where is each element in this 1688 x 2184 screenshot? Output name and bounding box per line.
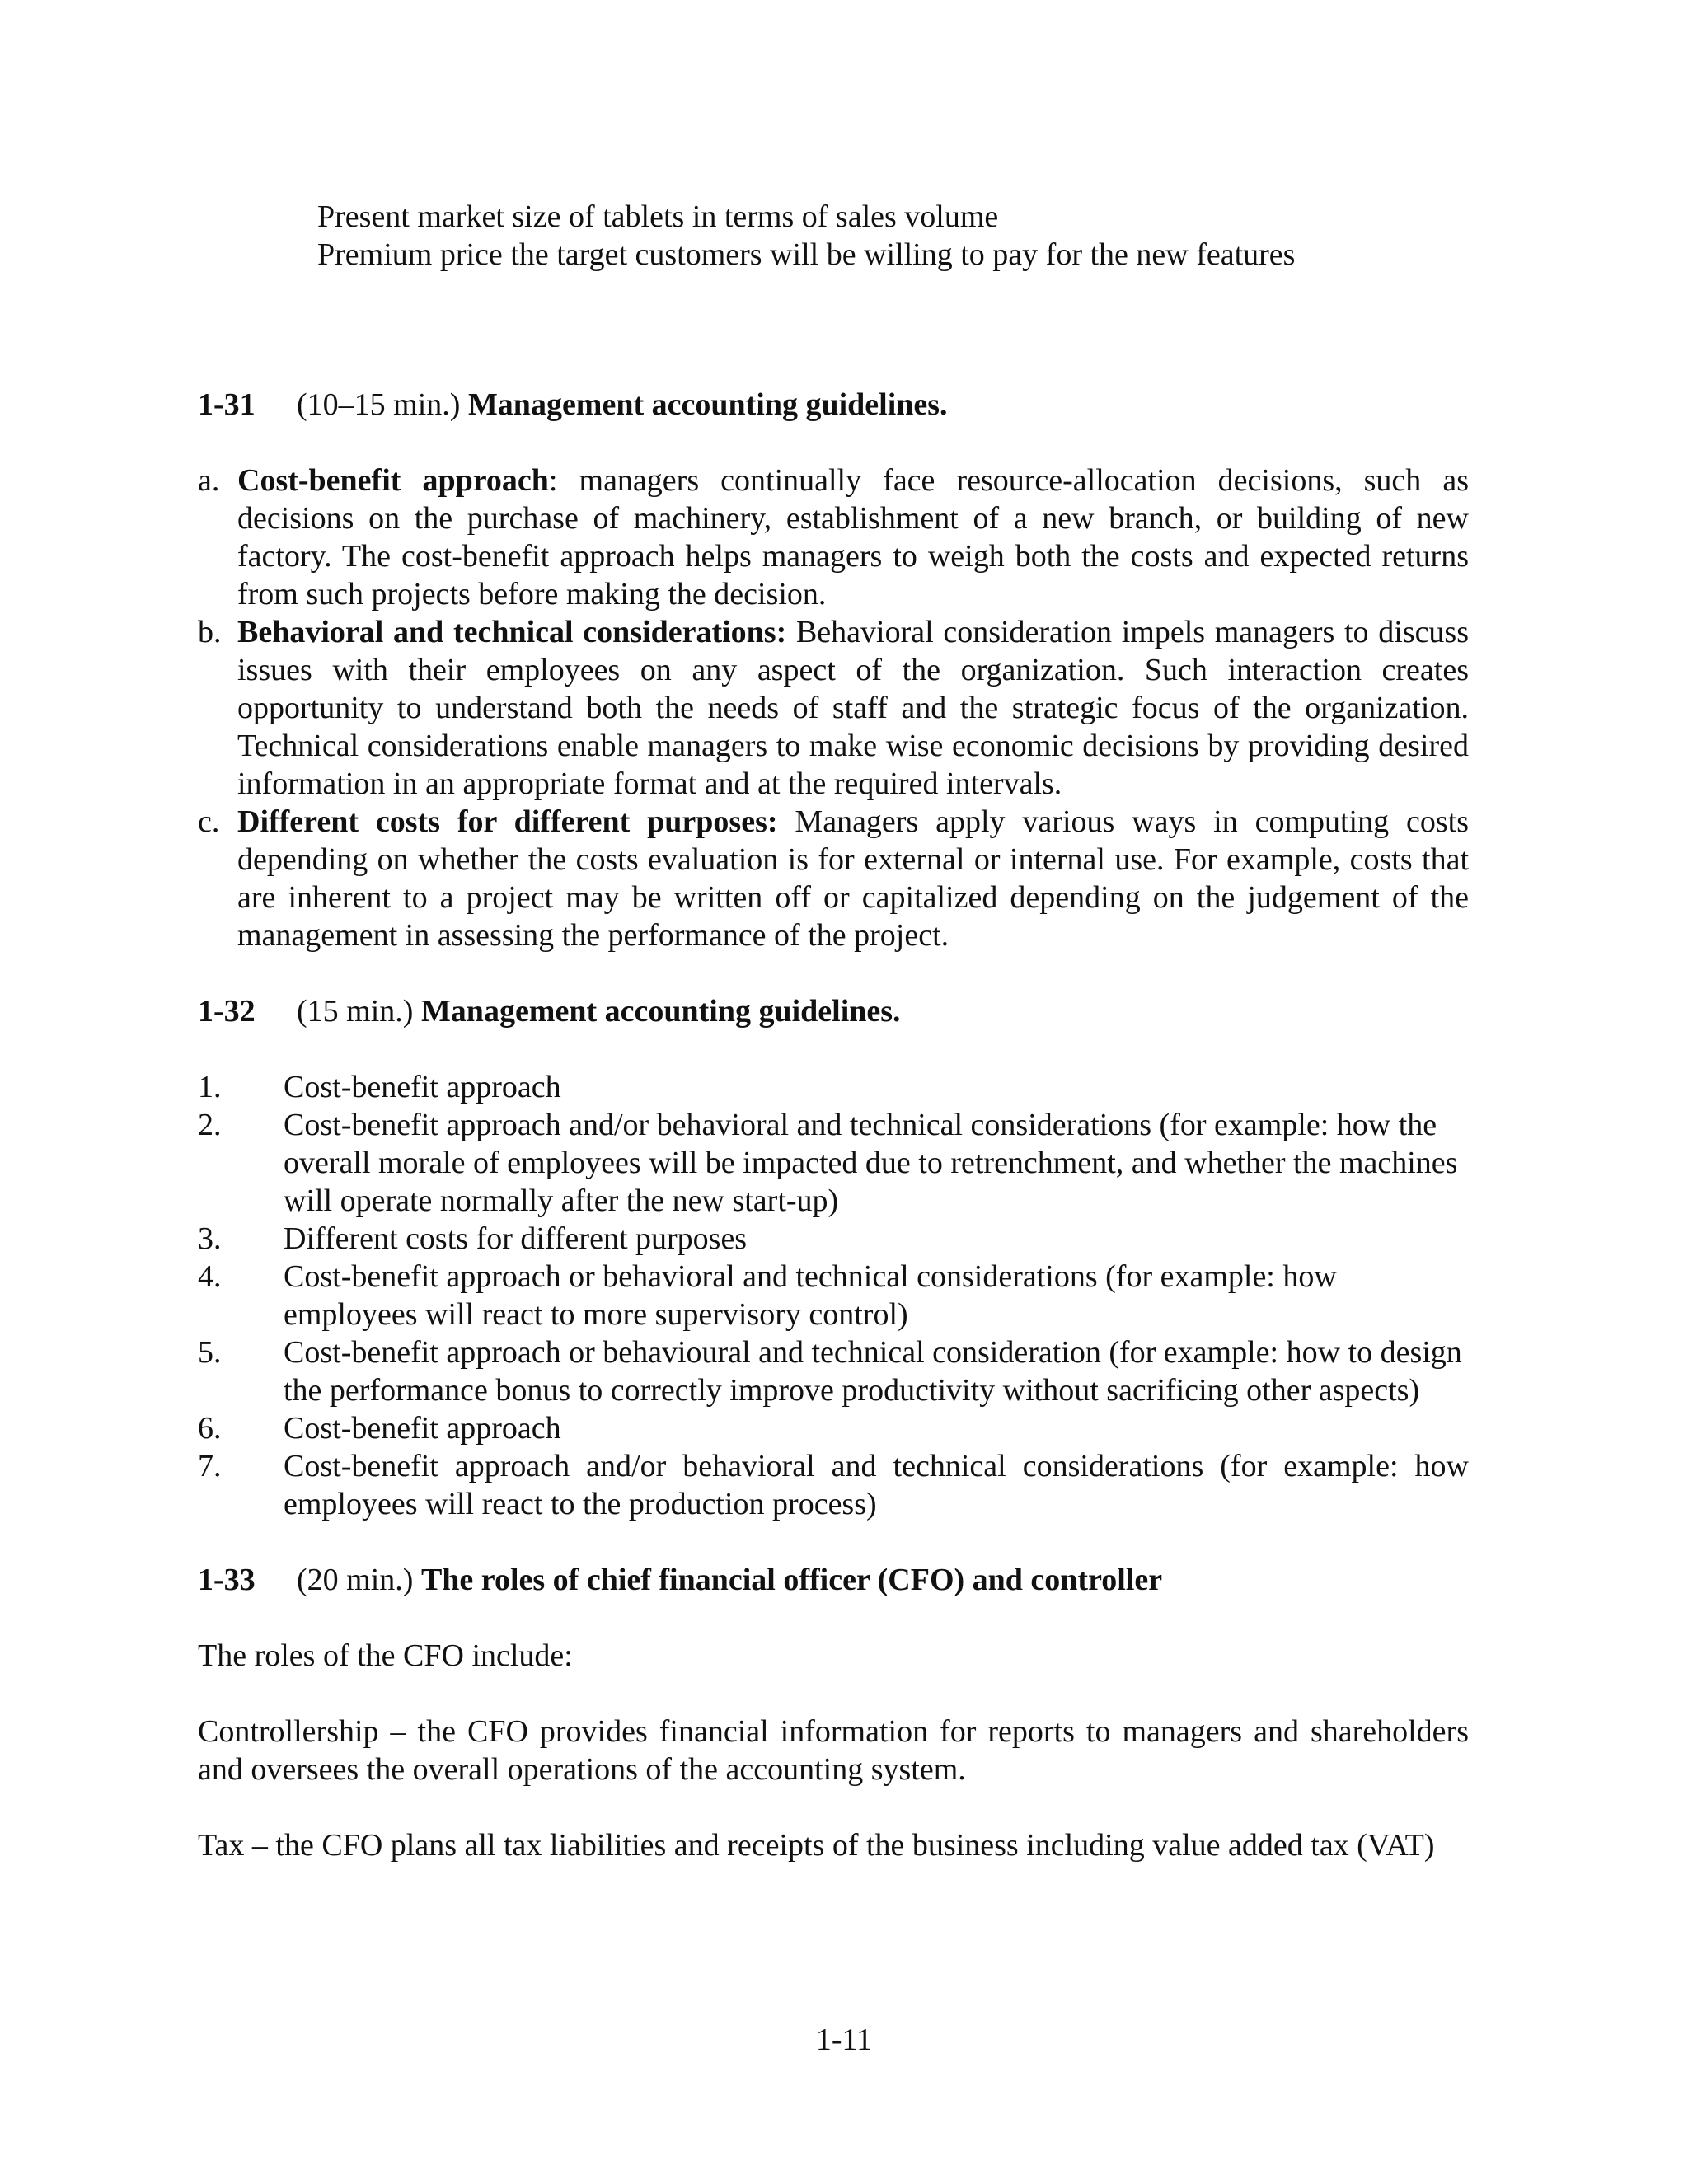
list-item [198,1409,1469,1447]
problem-number: 1-32 [198,994,256,1029]
list-item [198,1068,1469,1106]
item-marker: 7. [198,1449,222,1483]
item-text: Cost-benefit approach or behavioural and technical consideration (for example: how to design the performance bonus to correctly improve productivity without sacrificing other aspects) [284,1335,1462,1408]
problem-title: The roles of chief financial officer (CFO) and controller [420,1563,1163,1597]
item-text: Different costs for different purposes [284,1221,748,1256]
list-item [198,1447,1469,1523]
item-term: Different costs for different purposes: [237,804,778,839]
heading-1-31 [198,386,1469,424]
item-marker: 6. [198,1411,222,1446]
problem-number: 1-31 [198,387,256,422]
item-text: Cost-benefit approach and/or behavioral and technical considerations (for example: how employees will react to the production process) [284,1449,1469,1521]
item-text: Managers apply various ways in computing costs depending on whether the costs evaluation is for external or internal use. For example, costs that are inherent to a project may be written off or capitalized depending on the judgement of the management in assessing the performance of the project. [237,804,1469,953]
item-text: Cost-benefit approach [284,1411,561,1446]
problem-title: Management accounting guidelines. [467,387,948,422]
problem-number: 1-33 [198,1563,256,1597]
item-term: Cost-benefit approach [237,463,549,498]
heading-1-32 [198,992,1469,1030]
list-item [198,613,1469,803]
item-text: Behavioral consideration impels managers to discuss issues with their employees on any aspect of the organization. Such interaction creates opportunity to understand both the needs of staff and the strategic focus of the organization. Technical considerations enable managers to make wise economic decisions by providing desired information in an appropriate format and at the required intervals. [237,615,1470,801]
item-marker: c. [198,804,220,839]
item-marker: a. [198,463,220,498]
tax-paragraph: Tax – the CFO plans all tax liabilities and receipts of the business including value added tax (VAT) [198,1828,1435,1863]
problem-time: (15 min.) [297,994,414,1029]
q31-list [198,462,1469,954]
item-marker: 2. [198,1108,222,1142]
problem-title: Management accounting guidelines. [420,994,901,1029]
q32-list [198,1068,1469,1523]
item-term: Behavioral and technical considerations: [237,615,787,649]
list-item [198,1106,1469,1220]
item-text: Cost-benefit approach or behavioral and technical considerations (for example: how employees will react to more supervisory control) [284,1259,1337,1332]
problem-time: (10–15 min.) [297,387,461,422]
item-marker: b. [198,615,222,649]
list-item [198,462,1469,613]
item-marker: 1. [198,1070,222,1104]
item-marker: 5. [198,1335,222,1370]
list-item [198,803,1469,954]
item-marker: 3. [198,1221,222,1256]
item-text: managers continually face resource-allocation decisions, such as decisions on the purchase of machinery, establishment of a new branch, or building of new factory. The cost-benefit approach helps managers to weigh both the costs and expected returns from such projects before making the decision. [237,463,1469,612]
controllership-paragraph: Controllership – the CFO provides financial information for reports to managers and shareholders and oversees the overall operations of the accounting system. [198,1714,1469,1787]
item-separator: : [548,463,558,498]
list-item [198,1258,1469,1333]
cfo-roles-intro: The roles of the CFO include: [198,1638,573,1673]
list-item [198,1220,1469,1258]
carryover-list [198,198,1469,274]
carryover-line: Premium price the target customers will be willing to pay for the new features [317,237,1296,272]
page-number: 1-11 [815,2022,873,2057]
item-text: Cost-benefit approach and/or behavioral and technical considerations (for example: how the overall morale of employees will be impacted due to retrenchment, and whether the machines will operate normally after the new start-up) [284,1108,1458,1218]
list-item [198,1333,1469,1409]
item-text: Cost-benefit approach [284,1070,561,1104]
carryover-line: Present market size of tablets in terms of sales volume [317,199,999,234]
page-content [198,198,1469,1864]
item-marker: 4. [198,1259,222,1294]
problem-time: (20 min.) [297,1563,414,1597]
heading-1-33 [198,1561,1469,1599]
